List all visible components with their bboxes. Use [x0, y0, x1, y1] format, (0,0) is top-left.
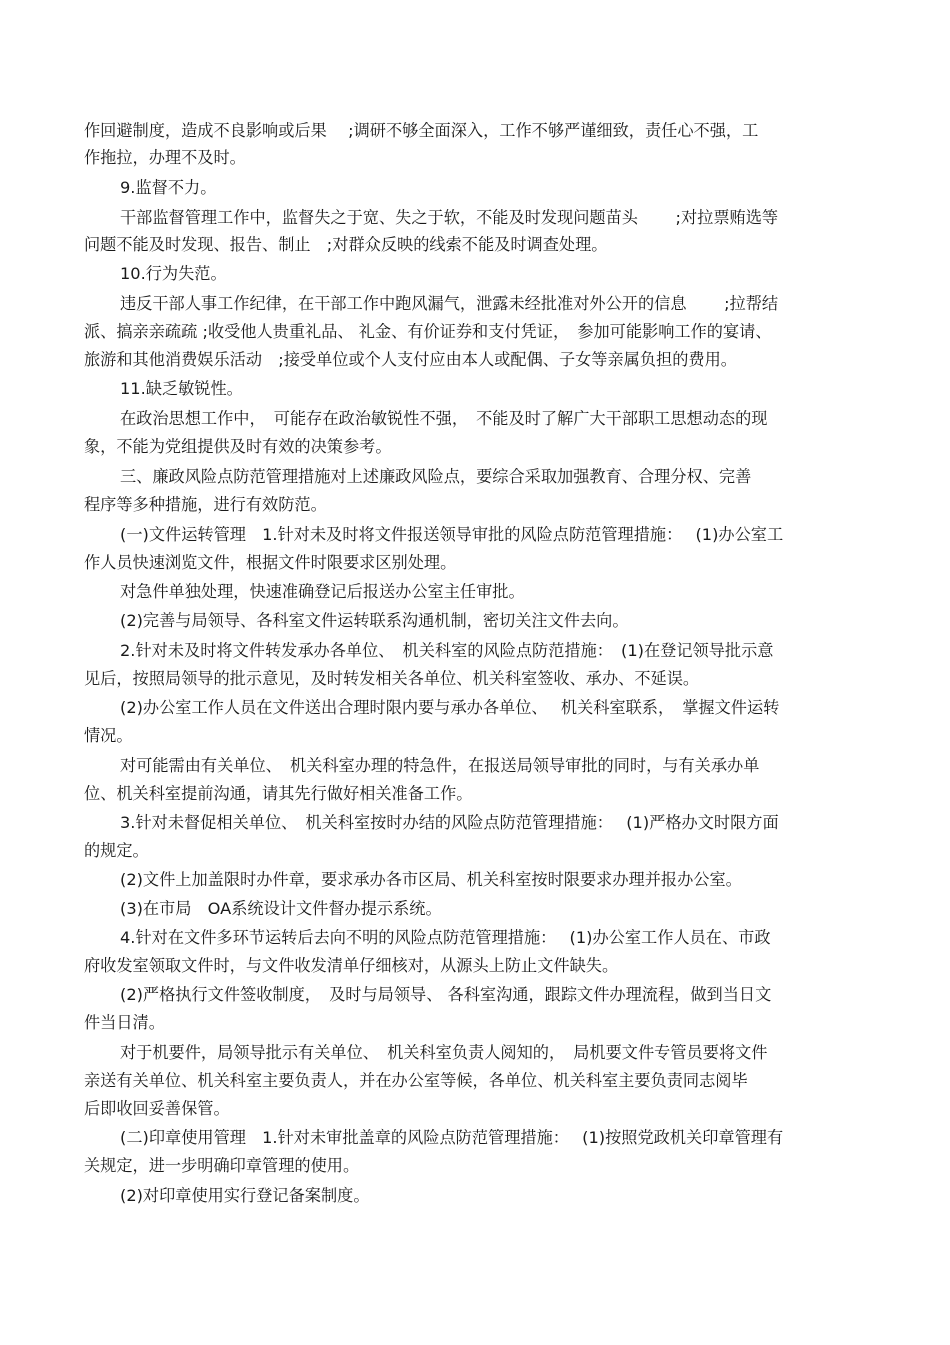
text-line: 作回避制度，造成不良影响或后果 ;调研不够全面深入，工作不够严谨细致，责任心不强，工 — [84, 121, 759, 140]
text-line: 作人员快速浏览文件，根据文件时限要求区别处理。 — [84, 553, 457, 572]
text-line: 派、搞亲亲疏疏 ;收受他人贵重礼品、 礼金、有价证券和支付凭证， 参加可能影响工作的宴请、 — [84, 322, 772, 341]
text-line: 对可能需由有关单位、 机关科室办理的特急件，在报送局领导审批的同时，与有关承办单 — [120, 756, 760, 775]
text-line: 程序等多种措施，进行有效防范。 — [84, 495, 327, 514]
text-line: 作拖拉，办理不及时。 — [84, 148, 246, 167]
text-line: 旅游和其他消费娱乐活动 ;接受单位或个人支付应由本人或配偶、子女等亲属负担的费用。 — [84, 350, 737, 369]
text-line: 对急件单独处理，快速准确登记后报送办公室主任审批。 — [120, 582, 525, 601]
text-line: 对于机要件，局领导批示有关单位、 机关科室负责人阅知的， 局机要文件专管员要将文件 — [120, 1043, 768, 1062]
text-line: 位、机关科室提前沟通，请其先行做好相关准备工作。 — [84, 784, 473, 803]
text-line: 府收发室领取文件时，与文件收发清单仔细核对，从源头上防止文件缺失。 — [84, 956, 619, 975]
text-line: 违反干部人事工作纪律，在干部工作中跑风漏气，泄露未经批准对外公开的信息 ;拉帮结 — [120, 294, 779, 313]
text-line: (3)在市局 OA系统设计文件督办提示系统。 — [120, 899, 442, 918]
text-line: 3.针对未督促相关单位、 机关科室按时办结的风险点防范管理措施： (1)严格办文时限方面 — [120, 813, 779, 832]
section-heading: 10.行为失范。 — [120, 264, 227, 283]
text-line: (2)文件上加盖限时办件章，要求承办各市区局、机关科室按时限要求办理并报办公室。 — [120, 870, 742, 889]
text-line: 情况。 — [84, 726, 133, 745]
text-line: 后即收回妥善保管。 — [84, 1099, 230, 1118]
text-line: 见后，按照局领导的批示意见，及时转发相关各单位、机关科室签收、承办、不延误。 — [84, 669, 700, 688]
section-heading: 9.监督不力。 — [120, 178, 217, 197]
text-line: 2.针对未及时将文件转发承办各单位、 机关科室的风险点防范措施： (1)在登记领导批示意 — [120, 641, 774, 660]
text-line: (2)办公室工作人员在文件送出合理时限内要与承办各单位、 机关科室联系， 掌握文件运转 — [120, 698, 780, 717]
text-line: (二)印章使用管理 1.针对未审批盖章的风险点防范管理措施： (1)按照党政机关印章管理有 — [120, 1128, 784, 1147]
text-line: (2)对印章使用实行登记备案制度。 — [120, 1186, 370, 1205]
text-line: (2)严格执行文件签收制度， 及时与局领导、 各科室沟通，跟踪文件办理流程，做到当日文 — [120, 985, 772, 1004]
text-line: 4.针对在文件多环节运转后去向不明的风险点防范管理措施： (1)办公室工作人员在、市政 — [120, 928, 771, 947]
text-line: (一)文件运转管理 1.针对未及时将文件报送领导审批的风险点防范管理措施： (1)办公室工 — [120, 525, 784, 544]
text-line: 在政治思想工作中， 可能存在政治敏锐性不强， 不能及时了解广大干部职工思想动态的现 — [120, 409, 768, 428]
text-line: 干部监督管理工作中，监督失之于宽、失之于软，不能及时发现问题苗头 ;对拉票贿选等 — [120, 208, 779, 227]
section-heading: 11.缺乏敏锐性。 — [120, 379, 243, 398]
text-line: 的规定。 — [84, 841, 149, 860]
text-line: 问题不能及时发现、报告、制止 ;对群众反映的线索不能及时调查处理。 — [84, 235, 608, 254]
text-line: 亲送有关单位、机关科室主要负责人，并在办公室等候，各单位、机关科室主要负责同志阅毕 — [84, 1071, 748, 1090]
section-heading: 三、廉政风险点防范管理措施对上述廉政风险点，要综合采取加强教育、合理分权、完善 — [120, 467, 752, 486]
text-line: 象，不能为党组提供及时有效的决策参考。 — [84, 437, 392, 456]
text-line: 件当日清。 — [84, 1013, 165, 1032]
text-line: 关规定，进一步明确印章管理的使用。 — [84, 1156, 360, 1175]
text-line: (2)完善与局领导、各科室文件运转联系沟通机制，密切关注文件去向。 — [120, 611, 629, 630]
